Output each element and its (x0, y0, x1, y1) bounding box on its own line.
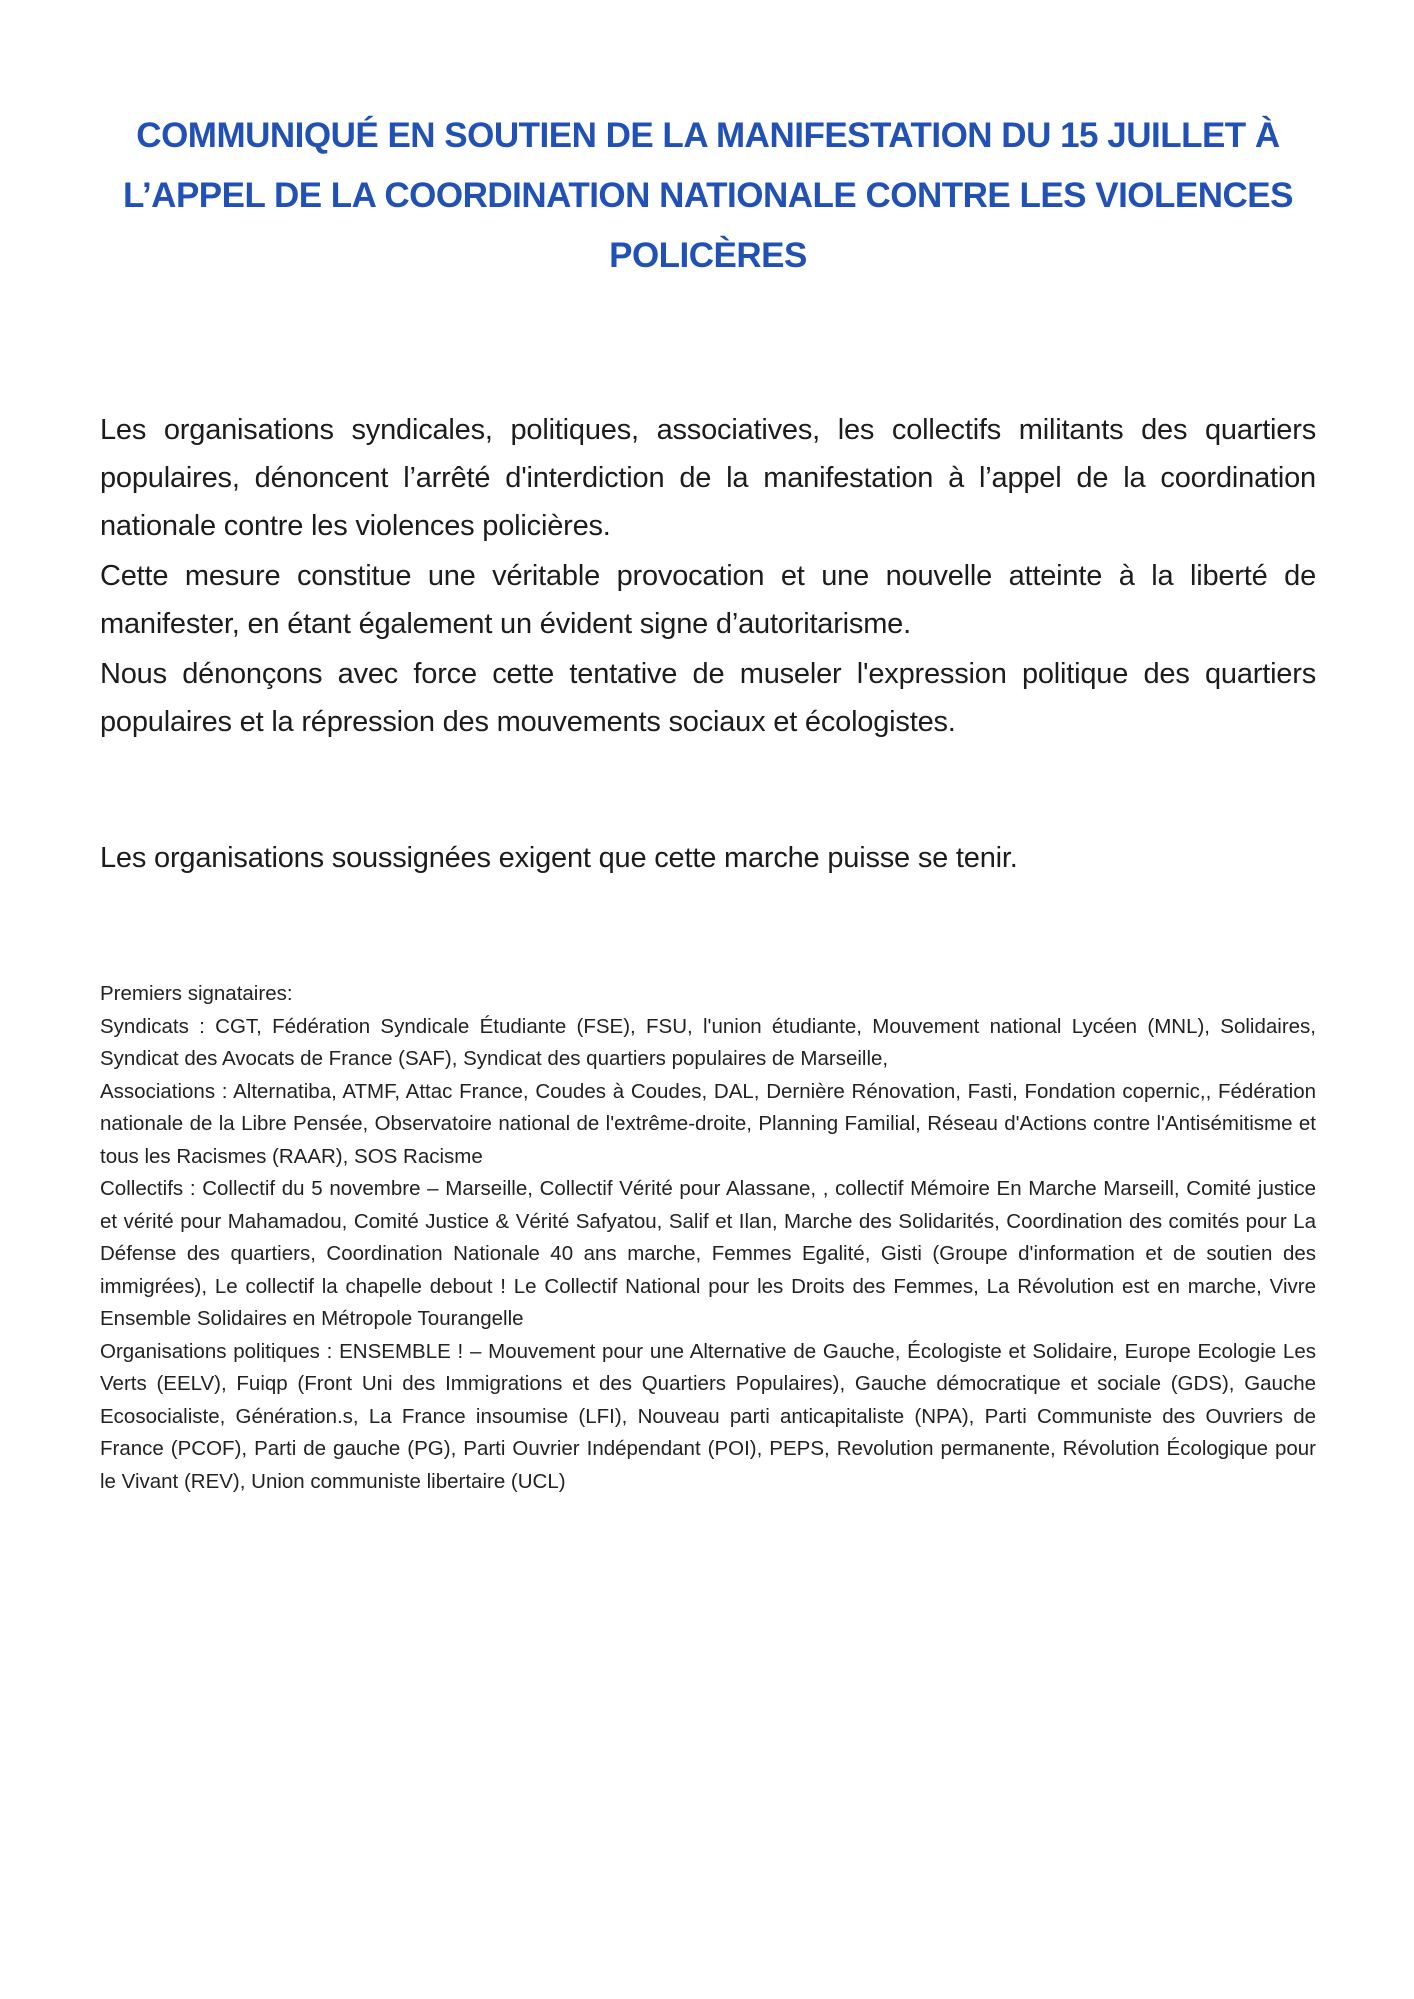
paragraph-mesure: Cette mesure constitue une véritable provocation et une nouvelle atteinte à la liberté de manifester, en étant également un évident signe d’autoritarisme. (100, 560, 1316, 640)
signatory-group-organisations-politiques: Organisations politiques : ENSEMBLE ! – Mouvement pour une Alternative de Gauche, Écologiste et Solidaire, Europe Ecologie Les Verts (EELV), Fuiqp (Front Uni des Immigrations et des Quartiers Populaires), Gauche démocratique et sociale (GDS), Gauche Ecosocialiste, Génération.s, La France insoumise (LFI), Nouveau parti anticapitaliste (NPA), Parti Communiste des Ouvriers de France (PCOF), Parti de gauche (PG), Parti Ouvrier Indépendant (POI), PEPS, Revolution permanente, Révolution Écologique pour le Vivant (REV), Union communiste libertaire (UCL) (100, 1339, 1316, 1493)
paragraph-closing: Les organisations soussignées exigent que cette marche puisse se tenir. (100, 842, 1018, 874)
signatory-group-syndicats: Syndicats : CGT, Fédération Syndicale Étudiante (FSE), FSU, l'union étudiante, Mouvement national Lycéen (MNL), Solidaires, Syndicat des Avocats de France (SAF), Syndicat des quartiers populaires de Marseille, (100, 1014, 1316, 1070)
paragraph-museler: Nous dénonçons avec force cette tentative de museler l'expression politique des quartiers populaires et la répression des mouvements sociaux et écologistes. (100, 658, 1316, 738)
paragraph-denonciation: Les organisations syndicales, politiques, associatives, les collectifs militants des quartiers populaires, dénoncent l’arrêté d'interdiction de la manifestation à l’appel de la coordination nationale contre les violences policières. (100, 414, 1316, 542)
signatories-section (100, 978, 1316, 1498)
document-content (100, 0, 1316, 1498)
signatory-group-collectifs: Collectifs : Collectif du 5 novembre – Marseille, Collectif Vérité pour Alassane, , collectif Mémoire En Marche Marseill, Comité justice et vérité pour Mahamadou, Comité Justice & Vérité Safyatou, Salif et Ilan, Marche des Solidarités, Coordination des comités pour La Défense des quartiers, Coordination Nationale 40 ans marche, Femmes Egalité, Gisti (Groupe d'information et de soutien des immigrées), Le collectif la chapelle debout ! Le Collectif National pour les Droits des Femmes, La Révolution est en marche, Vivre Ensemble Solidaires en Métropole Tourangelle (100, 1177, 1316, 1330)
document-body (100, 406, 1316, 882)
document-title: COMMUNIQUÉ EN SOUTIEN DE LA MANIFESTATION DU 15 JUILLET À L’APPEL DE LA COORDINATION NATIONALE CONTRE LES VIOLENCES POLICÈRES (123, 116, 1293, 275)
signatories-heading: Premiers signataires: (100, 982, 293, 1005)
signatory-group-associations: Associations : Alternatiba, ATMF, Attac France, Coudes à Coudes, DAL, Dernière Rénovation, Fasti, Fondation copernic,, Fédération nationale de la Libre Pensée, Observatoire national de l'extrême-droite, Planning Familial, Réseau d'Actions contre l'Antisémitisme et tous les Racismes (RAAR), SOS Racisme (100, 1079, 1316, 1168)
